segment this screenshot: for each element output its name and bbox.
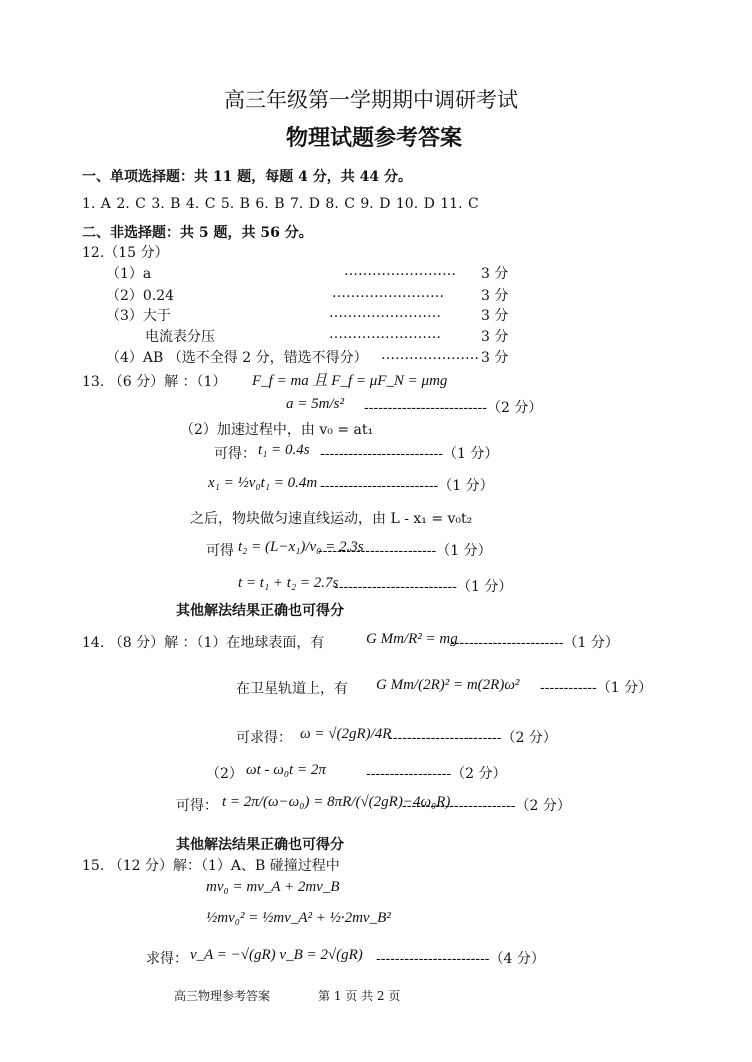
q14-eq5-score: ------------------------（2 分） xyxy=(402,798,571,814)
q15-title: 15. （12 分）解：（1）A、B 碰撞过程中 xyxy=(82,858,340,874)
q12-item-3-score: 3 分 xyxy=(481,308,509,324)
q13-part2: （2）加速过程中，由 v₀ = at₁ xyxy=(180,422,374,438)
section2-heading: 二、非选择题：共 5 题，共 56 分。 xyxy=(82,225,313,241)
q14-eq2: G Mm/(2R)² = m(2R)ω² xyxy=(376,677,520,693)
q14-eq3-prefix: 可求得： xyxy=(236,730,292,746)
q12-item-4-label: 电流表分压 xyxy=(145,329,215,345)
footer-page-number: 第 1 页 共 2 页 xyxy=(318,989,401,1003)
q12-item-4-dots: …………………… xyxy=(329,326,441,342)
q12-item-1-label: （1）a xyxy=(106,266,152,282)
q13-eq6-score: --------------------------（1 分） xyxy=(334,579,513,595)
q12-item-3-label: （3）大于 xyxy=(106,308,171,324)
q15-eq3-prefix: 求得： xyxy=(146,951,188,967)
q12-item-1-score: 3 分 xyxy=(481,266,509,282)
q13-eq3: t₁ = 0.4s xyxy=(258,442,310,458)
q15-eq1: mv₀ = mv_A + 2mv_B xyxy=(206,879,340,895)
q13-note: 其他解法结果正确也可得分 xyxy=(176,603,344,619)
q12-item-4-score: 3 分 xyxy=(481,329,509,345)
q14-eq4: ωt - ω₀t = 2π xyxy=(246,762,326,778)
q13-eq1: F_f = ma 且 F_f = μF_N = μmg xyxy=(252,373,448,389)
q13-eq5-prefix: 可得 xyxy=(206,543,234,559)
section1-answers: 1. A 2. C 3. B 4. C 5. B 6. B 7. D 8. C 9. D 10. D 11. C xyxy=(82,196,479,212)
q14-eq3: ω = √(2gR)/4R xyxy=(300,726,392,742)
q13-eq6: t = t₁ + t₂ = 2.7s xyxy=(238,575,339,591)
q12-item-3-dots: …………………… xyxy=(329,305,441,321)
q14-title: 14. （8 分）解 ：（1）在地球表面，有 xyxy=(82,635,325,651)
q14-eq5: t = 2π/(ω−ω₀) = 8πR/(√(2gR)−4ω₀R) xyxy=(222,794,451,810)
q12-title: 12.（15 分） xyxy=(82,245,169,261)
q13-eq5: t₂ = (L−x₁)/v₀ = 2.3s xyxy=(238,539,364,555)
q14-eq5-prefix: 可得： xyxy=(176,798,218,814)
q13-eq5-score: -------------------------（1 分） xyxy=(318,543,492,559)
q15-eq3: v_A = −√(gR) v_B = 2√(gR) xyxy=(190,947,363,963)
section1-heading: 一、单项选择题：共 11 题，每题 4 分，共 44 分。 xyxy=(82,169,412,185)
q13-part3: 之后，物块做匀速直线运动，由 L - x₁ = v₀t₂ xyxy=(190,511,473,527)
q12-item-2-score: 3 分 xyxy=(481,288,509,304)
q14-part4: （2） xyxy=(206,766,243,782)
q13-eq3-prefix: 可得： xyxy=(214,446,256,462)
q15-eq3-score: ------------------------（4 分） xyxy=(376,951,545,967)
q14-eq1-score: ------------------------（1 分） xyxy=(450,635,619,651)
q14-part2: 在卫星轨道上，有 xyxy=(236,681,348,697)
q13-eq2: a = 5m/s² xyxy=(286,396,344,412)
q14-eq2-score: ------------（1 分） xyxy=(540,680,653,696)
q14-note: 其他解法结果正确也可得分 xyxy=(176,837,344,853)
q14-eq3-score: ------------------------（2 分） xyxy=(388,730,557,746)
footer-left: 高三物理参考答案 xyxy=(174,989,271,1003)
q12-item-2-label: （2）0.24 xyxy=(106,288,175,304)
q12-item-5-score: 3 分 xyxy=(481,350,509,366)
page-title: 高三年级第一学期期中调研考试 xyxy=(224,88,518,112)
q12-item-5-label: （4）AB （选不全得 2 分，错选不得分） xyxy=(106,350,368,366)
q13-title: 13. （6 分）解 ：（1） xyxy=(82,374,227,390)
q13-eq4-score: -------------------------（1 分） xyxy=(320,478,494,494)
q14-eq4-score: ------------------（2 分） xyxy=(366,766,507,782)
q13-eq4: x₁ = ½v₀t₁ = 0.4m xyxy=(208,475,318,491)
q12-item-5-dots: ………………… xyxy=(381,347,479,363)
q13-eq3-score: --------------------------（1 分） xyxy=(320,446,499,462)
q14-eq1: G Mm/R² = mg xyxy=(366,631,458,647)
q13-eq2-score: --------------------------（2 分） xyxy=(364,400,543,416)
page-subtitle: 物理试题参考答案 xyxy=(286,125,463,151)
q12-item-2-dots: …………………… xyxy=(332,285,444,301)
q12-item-1-dots: …………………… xyxy=(344,263,456,279)
q15-eq2: ½mv₀² = ½mv_A² + ½·2mv_B² xyxy=(206,910,391,926)
